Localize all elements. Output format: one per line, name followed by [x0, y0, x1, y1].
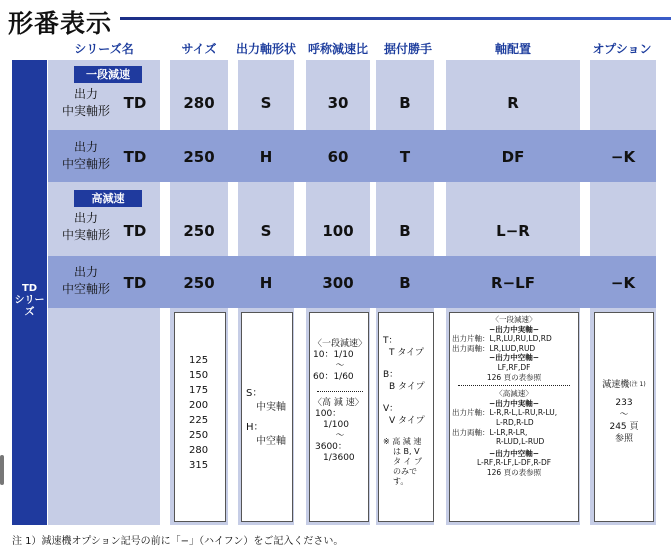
row1-series: TD	[123, 94, 147, 112]
shape-label-hollow-1: 出力 中空軸形	[61, 140, 110, 171]
footnote: 注 1）減速機オプション記号の前に「−」（ハイフン）をご記入ください。	[12, 536, 344, 547]
ratio-legend-box	[309, 312, 369, 522]
axis-legend: 〈一段減速〉 −出力中実軸− 出力片軸：L,R,LU,RU,LD,RD 出力両軸：LR,LUD,RUD −出力中空軸− LF,RF,DF 126 頁の表参照 〈高減速〉 −出力中実軸− 出力片軸：L-R,R-L,L-RU,R-LU, L-RD,R-LD 出力両軸：L-LR,R-LR, R-LUD,L-RUD −出力中空軸− L-RF,R-LF,L-DF,R-DF 126 頁の表参照	[452, 315, 576, 478]
size-legend-box	[174, 312, 226, 522]
ratio-legend: 〈一段減速〉 10：1/10 〜 60：1/60 〈高 減 速〉 100： 1/100 〜 3600： 1/3600	[313, 339, 368, 463]
ratio-divider	[317, 391, 363, 392]
shape-label-solid-2: 出力 中実軸形	[61, 211, 110, 242]
row4-series: TD	[123, 274, 147, 292]
option-legend: 減速機$^{(注 1)}$ 233 〜 245 頁 参照	[602, 380, 646, 444]
row1-ratio: 30	[327, 94, 349, 112]
row1-shaft: S	[260, 94, 272, 112]
row2-option: −K	[610, 148, 636, 166]
shaft-legend-box	[241, 312, 293, 522]
row3-shaft: S	[260, 222, 272, 240]
row4-size: 250	[183, 274, 215, 292]
header-option: オプション	[592, 42, 652, 56]
row4-axis: R−LF	[491, 274, 535, 292]
option-legend-box	[594, 312, 654, 522]
scrollbar-thumb[interactable]	[0, 455, 4, 485]
row2-axis: DF	[501, 148, 525, 166]
row1-size: 280	[183, 94, 215, 112]
shape-label-hollow-2: 出力 中空軸形	[61, 265, 110, 296]
row3-ratio: 100	[322, 222, 354, 240]
row3-axis: L−R	[496, 222, 530, 240]
header-shaft: 出力軸形状	[235, 42, 296, 56]
mount-legend-box	[378, 312, 434, 522]
row1-axis: R	[507, 94, 519, 112]
header-size: サイズ	[181, 42, 217, 56]
group-tag-high: 高減速	[74, 190, 142, 207]
header-ratio: 呼称減速比	[307, 42, 368, 56]
row3-size: 250	[183, 222, 215, 240]
row4-mount: B	[399, 274, 411, 292]
axis-divider	[458, 385, 570, 386]
series-bar-label: TD シリーズ	[14, 283, 45, 318]
row2-series: TD	[123, 148, 147, 166]
title-rule	[120, 17, 671, 20]
header-series: シリーズ名	[74, 42, 134, 56]
header-mount: 据付勝手	[383, 42, 432, 56]
mount-legend: T： T タイプ B： B タイプ V： V タイプ ※ 高 減 速 は B, V タ イ プ のみです。	[383, 336, 425, 486]
size-list: 125 150 175 200 225 250 280 315	[189, 355, 209, 471]
row2-size: 250	[183, 148, 215, 166]
row2-ratio: 60	[327, 148, 349, 166]
shape-label-solid-1: 出力 中実軸形	[61, 87, 110, 118]
header-axis: 軸配置	[494, 42, 531, 56]
group-tag-single: 一段減速	[74, 66, 142, 83]
row1-mount: B	[399, 94, 411, 112]
row4-option: −K	[610, 274, 636, 292]
row3-series: TD	[123, 222, 147, 240]
axis-legend-box	[449, 312, 579, 522]
row3-mount: B	[399, 222, 411, 240]
row4-ratio: 300	[322, 274, 354, 292]
row2-mount: T	[399, 148, 411, 166]
row2-shaft: H	[259, 148, 273, 166]
shaft-legend: S： 中実軸 H： 中空軸	[246, 388, 286, 447]
row4-shaft: H	[259, 274, 273, 292]
page-title: 形番表示	[8, 9, 113, 38]
